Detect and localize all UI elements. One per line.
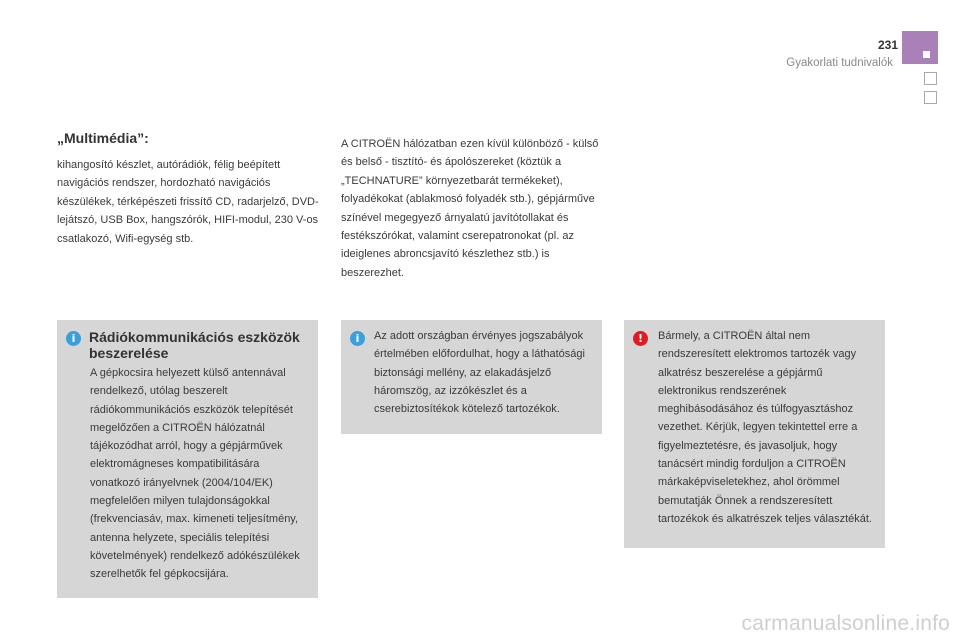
regulations-box <box>341 320 602 434</box>
multimedia-text: kihangosító készlet, autórádiók, félig beépített navigációs rendszer, hordozható navigációs készülékek, térképészeti frissítő CD, radarjelző, DVD-lejátszó, USB Box, hangszórók, HIFI-modul, 230 V-os csatlakozó, Wifi-egység stb. <box>57 159 319 245</box>
info-icon: i <box>350 331 365 346</box>
chapter-tab-outline[interactable] <box>924 72 937 85</box>
watermark: carmanualsonline.info <box>741 612 950 635</box>
warning-box <box>624 320 885 548</box>
multimedia-heading: „Multimédia”: <box>57 130 149 146</box>
network-text: A CITROËN hálózatban ezen kívül különböző - külső és belső - tisztító- és ápolószereket (köztük a „TECHNATURE” környezetbarát termékeket), folyadékokat (ablakmosó folyadék stb.), gépjárműve színével megegyező árnyalatú javítótollakat és festékszórókat, valamint cserepatronokat (pl. az ideiglenes abroncsjavító készlethez stb.) is beszerezhet. <box>341 138 599 279</box>
page-number: 231 <box>877 38 898 52</box>
section-title: Gyakorlati tudnivalók <box>786 57 893 69</box>
radio-equipment-box <box>57 320 318 598</box>
warning-icon: ! <box>633 331 648 346</box>
chapter-tab-active[interactable] <box>902 31 938 64</box>
radio-equipment-heading: Rádiókommunikációs eszközök beszerelése <box>89 329 300 361</box>
chapter-tab-outline[interactable] <box>924 91 937 104</box>
square-icon <box>923 51 930 58</box>
info-icon: i <box>66 331 81 346</box>
warning-text: Bármely, a CITROËN által nem rendszeresített elektromos tartozék vagy alkatrész beszerelése a gépjármű elektronikus rendszerének meghibásodásához és túlfogyasztáshoz vezethet. Kérjük, legyen tekintettel erre a figyelmeztetésre, és javasoljuk, hogy tanácsért mindig forduljon a CITROËN márkaképviseletekhez, ahol örömmel bemutatják Önnek a rendszeresített tartozékok és alkatrészek teljes választékát. <box>658 330 872 525</box>
radio-equipment-text: A gépkocsira helyezett külső antennával rendelkező, utólag beszerelt rádiókommunikációs eszközök telepítését megelőzően a CITROËN hálózatnál tájékozódhat arról, hogy a gépjárművek elektromágneses kompatibilitására vonatkozó irányelvnek (2004/104/EK) megfelelően milyen tulajdonságokkal (frekvenciasáv, max. kimeneti teljesítmény, antenna helyzete, speciális telepítési követelmények) rendelkező adókészülékek szerelhetők fel gépkocsijára. <box>90 367 300 581</box>
regulations-text: Az adott országban érvényes jogszabályok értelmében előfordulhat, hogy a láthatósági biztonsági mellény, az elakadásjelző háromszög, az izzókészlet és a cserebiztosítékok kötelező tartozékok. <box>374 330 585 416</box>
